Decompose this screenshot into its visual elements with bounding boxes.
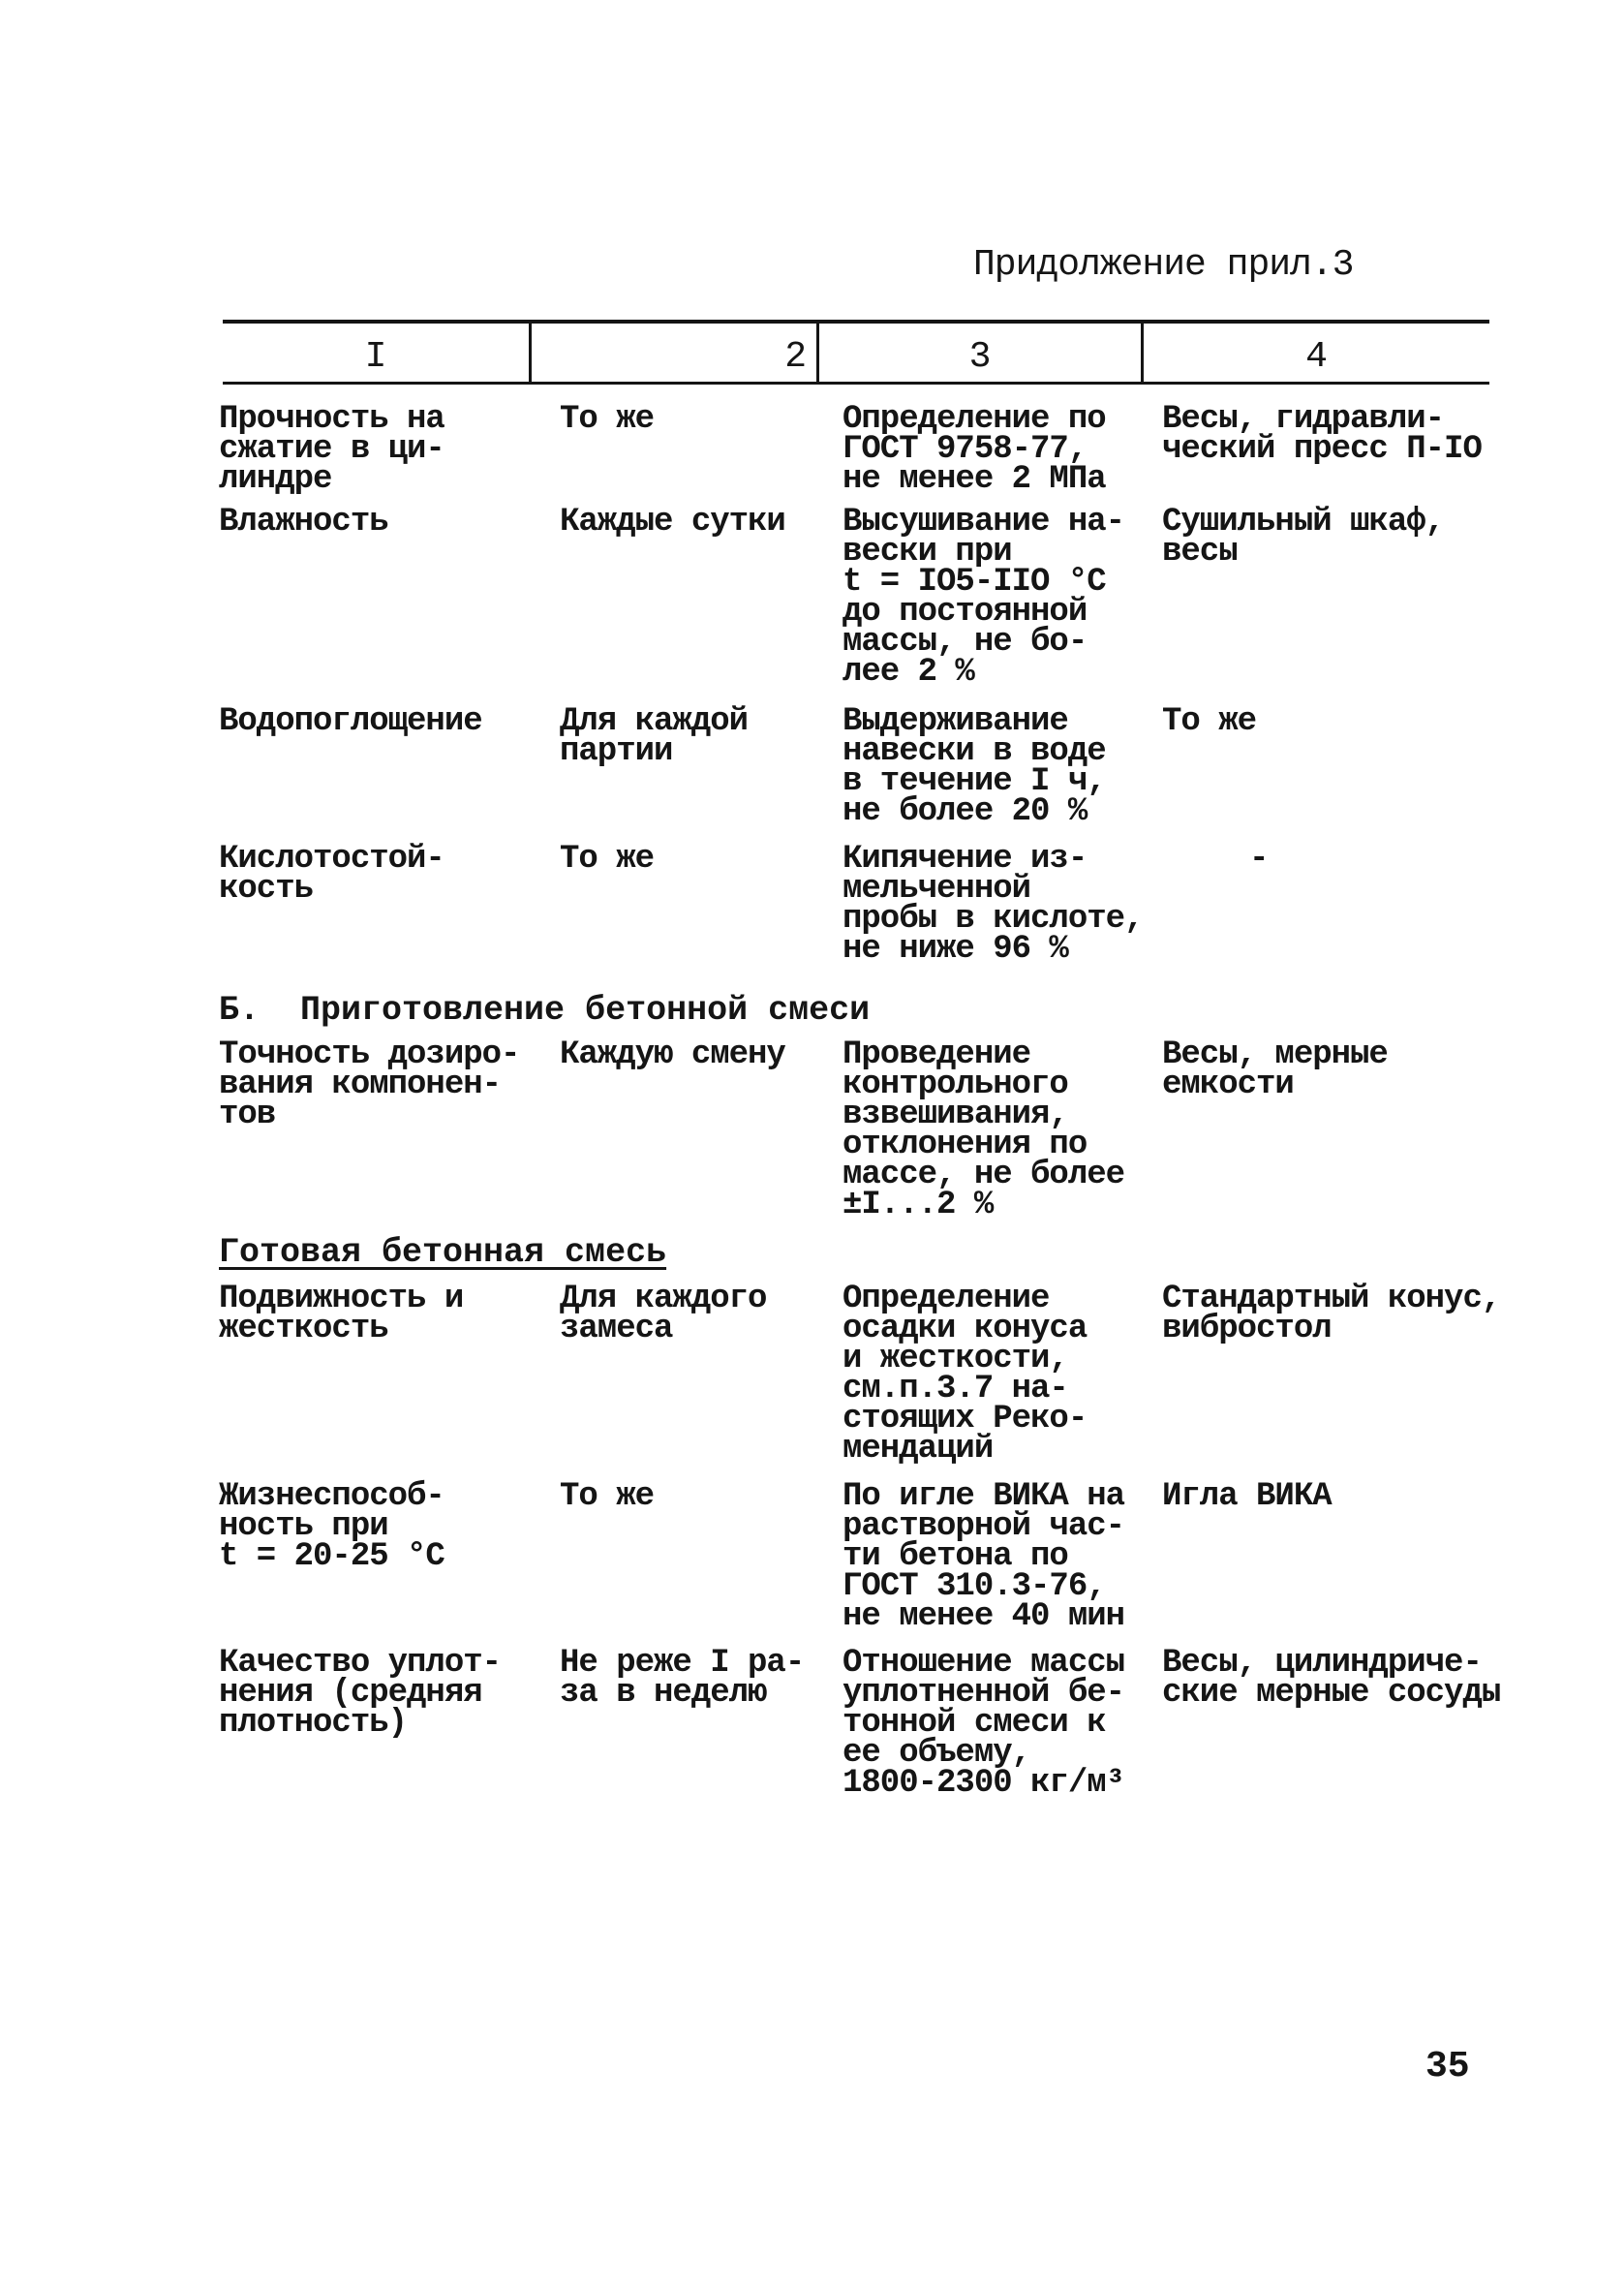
row-parameter: Кислотостой- кость — [219, 841, 444, 908]
row-parameter: Подвижность и жесткость — [219, 1281, 464, 1347]
header-col-2: 2 — [784, 336, 807, 378]
row-parameter: Точность дозиро- вания компонен- тов — [219, 1036, 520, 1133]
row-equipment: Игла ВИКА — [1162, 1478, 1332, 1515]
appendix-caption: Придолжение прил.3 — [973, 244, 1354, 286]
row-equipment: - — [1249, 841, 1269, 878]
row-parameter: Прочность на сжатие в ци- линдре — [219, 401, 444, 498]
row-method: Кипячение из- мельченной пробы в кислоте, не ниже 96 % — [843, 841, 1144, 968]
page-number: 35 — [1425, 2046, 1470, 2087]
row-frequency: То же — [560, 841, 655, 878]
row-parameter: Жизнеспособ- ность при t = 20-25 °С — [219, 1478, 444, 1575]
row-parameter: Влажность — [219, 504, 388, 541]
row-method: Высушивание на- вески при t = IO5-IIO °С до постоянной массы, не бо- лее 2 % — [843, 504, 1125, 691]
section-heading-b: Б. Приготовление бетонной смеси — [219, 991, 871, 1030]
row-frequency: Каждые сутки — [560, 504, 785, 541]
row-parameter: Качество уплот- нения (средняя плотность) — [219, 1645, 502, 1742]
header-col-1: I — [364, 336, 387, 378]
row-equipment: Сушильный шкаф, весы — [1162, 504, 1445, 571]
row-frequency: Каждую смену — [560, 1036, 785, 1073]
row-frequency: Для каждой партии — [560, 703, 749, 770]
header-col-4: 4 — [1305, 336, 1328, 378]
table-top-rule — [223, 320, 1489, 324]
row-method: Отношение массы уплотненной бе- тонной смеси к ее объему, 1800-2300 кг/м³ — [843, 1645, 1125, 1802]
row-method: Определение осадки конуса и жесткости, см.п.3.7 на- стоящих Реко- мендаций — [843, 1281, 1088, 1468]
row-method: По игле ВИКА на растворной час- ти бетона по ГОСТ 310.3-76, не менее 40 мин — [843, 1478, 1125, 1635]
row-frequency: Для каждого замеса — [560, 1281, 767, 1347]
row-frequency: Не реже I ра- за в неделю — [560, 1645, 805, 1712]
row-frequency: То же — [560, 1478, 655, 1515]
row-equipment: Весы, цилиндриче- ские мерные сосуды — [1162, 1645, 1501, 1712]
row-equipment: Весы, мерные емкости — [1162, 1036, 1388, 1103]
row-equipment: То же — [1162, 703, 1257, 740]
row-equipment: Стандартный конус, вибростол — [1162, 1281, 1501, 1347]
row-method: Определение по ГОСТ 9758-77, не менее 2 МПа — [843, 401, 1106, 498]
row-method: Проведение контрольного взвешивания, отклонения по массе, не более ±I...2 % — [843, 1036, 1125, 1223]
row-equipment: Весы, гидравли- ческий пресс П-IO — [1162, 401, 1482, 468]
header-col-3: 3 — [968, 336, 992, 378]
row-frequency: То же — [560, 401, 655, 438]
section-heading-ready-mix: Готовая бетонная смесь — [219, 1233, 667, 1272]
row-method: Выдерживание навески в воде в течение I ч, не более 20 % — [843, 703, 1106, 830]
row-parameter: Водопоглощение — [219, 703, 482, 740]
